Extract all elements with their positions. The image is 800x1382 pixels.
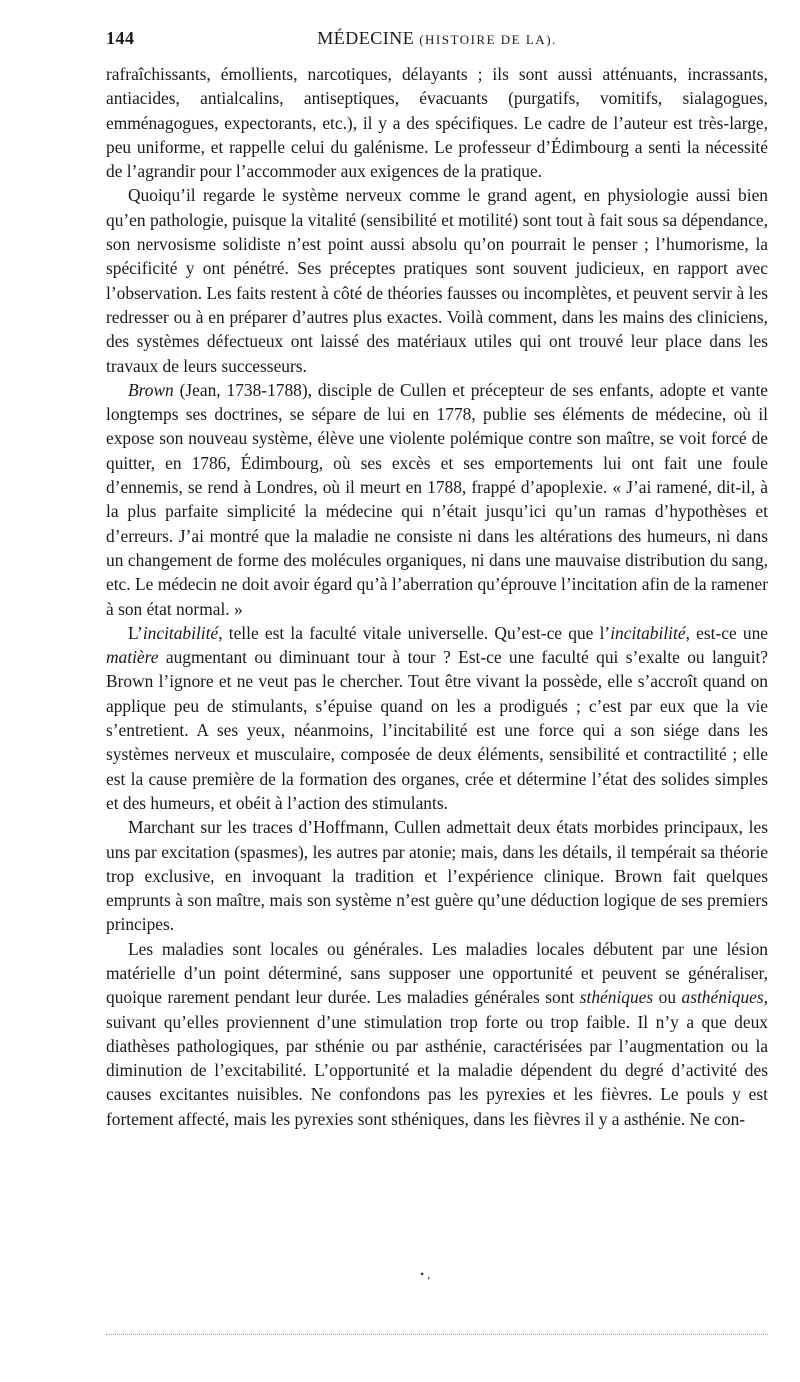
paragraph-6-seg-italic: sthéniques <box>579 987 654 1008</box>
paragraph-2-text: Quoiqu’il regarde le système nerveux comme le grand agent, en physiologie aussi bien qu’en pathologie, puisque la vitalité (sensibilité et motilité) sont tout à fait sous sa dépendance, son nervosisme solidiste n’est point aussi absolu qu’on pourrait le penser ; l’humorisme, la spécificité y ont pénétré. Ses préceptes pratiques sont souvent judicieux, en rapport avec l’observation. Les faits restent à côté de théories fausses ou incomplètes, et peuvent servir à les redresser ou à en préparer d’autres plus exactes. Voilà comment, dans les mains des cliniciens, des systèmes défectueux ont laissé des matériaux utiles qui ont trouvé leur place dans les travaux de leurs successeurs. <box>106 185 768 376</box>
paragraph-6 <box>106 937 768 1131</box>
paragraph-6-seg: Les maladies sont locales ou générales. Les maladies locales débutent par une lésion matérielle d’un point déterminé, sans supposer une opportunité et peuvent se généraliser, quoique rarement pendant leur durée. Les maladies générales sont <box>106 938 768 1008</box>
paragraph-5-text: Marchant sur les traces d’Hoffmann, Cullen admettait deux états morbides principaux, les uns par excitation (spasmes), les autres par atonie; mais, dans les détails, il tempérait sa théorie trop exclusive, en invoquant la tradition et l’expérience clinique. Brown fait quelques emprunts à son maître, mais son système n’est guère qu’une déduction logique de ses premiers principes. <box>106 817 768 935</box>
paragraph-5 <box>106 815 768 936</box>
paragraph-4 <box>106 621 768 815</box>
paragraph-4-seg-italic: matière <box>106 647 159 668</box>
running-title <box>106 28 768 49</box>
paragraph-4-seg-italic: incitabilité <box>142 622 219 643</box>
page <box>106 26 768 1131</box>
running-title-main: MÉDECINE <box>317 28 415 48</box>
running-header <box>106 26 768 54</box>
paragraph-4-seg-italic: incitabilité <box>610 622 686 643</box>
paragraph-3-lead-italic: Brown <box>128 379 174 400</box>
paragraph-6-seg: ou <box>653 987 682 1008</box>
paragraph-4-seg: , telle est la faculté vitale universelle. Qu’est-ce que l’ <box>218 622 611 643</box>
paragraph-4-seg: L’ <box>128 622 143 643</box>
running-title-sub: (HISTOIRE DE LA). <box>419 32 557 47</box>
paragraph-1 <box>106 62 768 183</box>
body-text <box>106 62 768 1131</box>
paragraph-6-seg-italic: asthéniques <box>681 987 764 1008</box>
paragraph-3-text: (Jean, 1738-1788), disciple de Cullen et précepteur de ses enfants, adopte et vante longtemps ses doctrines, se sépare de lui en 1778, publie ses éléments de médecine, où il expose son nouveau système, élève une violente polémique contre son maître, se voit forcé de quitter, en 1786, Édimbourg, où ses excès et ses emportements lui ont fait une foule d’ennemis, se rend à Londres, où il meurt en 1788, frappé d’apoplexie. « J’ai ramené, dit-il, à la plus parfaite simplicité la médecine qui n’était jusqu’ici qu’un ramas d’hypothèses et d’erreurs. J’ai montré que la maladie ne consiste ni dans les altérations des humeurs, ni dans un changement de forme des molécules organiques, ni dans une mauvaise distribution du sang, etc. Le médecin ne doit avoir égard qu’à l’aberration qu’éprouve l’incitation afin de la ramener à son état normal. » <box>106 379 768 619</box>
paragraph-4-seg: augmentant ou diminuant tour à tour ? Est-ce une faculté qui s’exalte ou languit? Brown l’ignore et ne veut pas le chercher. Tout être vivant la possède, elle s’accroît quand on applique peu de stimulants, s’épuise quand on les a prodigués ; c’est par eux que la vie s’entretient. A ses yeux, néanmoins, l’incitabilité est une force qui a son siége dans les systèmes nerveux et musculaire, composée de deux éléments, sensibilité et contractilité ; elle est la cause première de la formation des organes, crée et détermine l’état des solides simples et des humeurs, et obéit à l’action des stimulants. <box>106 647 768 813</box>
footer-mark: • , <box>420 1267 431 1281</box>
paragraph-6-seg: , suivant qu’elles proviennent d’une stimulation trop forte ou trop faible. Il n’y a que deux diathèses pathologiques, par sthénie ou par asthénie, caractérisées par l’augmentation ou la diminution de l’excitabilité. L’opportunité et la maladie dépendent du degré d’activité des causes excitantes nuisibles. Ne confondons pas les pyrexies et les fièvres. Le pouls y est fortement affecté, mais les pyrexies sont sthéniques, dans les fièvres il y a asthénie. Ne con- <box>106 987 768 1129</box>
paragraph-1-text: rafraîchissants, émollients, narcotiques, délayants ; ils sont aussi atténuants, incrassants, antiacides, antialcalins, antiseptiques, évacuants (purgatifs, vomitifs, sialagogues, emménagogues, expectorants, etc.), il y a des spécifiques. Le cadre de l’auteur est très-large, peu uniforme, et rappelle celui du galénisme. Le professeur d’Édimbourg a senti la nécessité de l’agrandir pour l’accommoder aux exigences de la pratique. <box>106 64 768 182</box>
footer-dotted-rule <box>106 1334 768 1335</box>
paragraph-2 <box>106 183 768 377</box>
paragraph-4-seg: , est-ce une <box>685 622 769 643</box>
page-number: 144 <box>106 28 135 48</box>
paragraph-3 <box>106 378 768 621</box>
